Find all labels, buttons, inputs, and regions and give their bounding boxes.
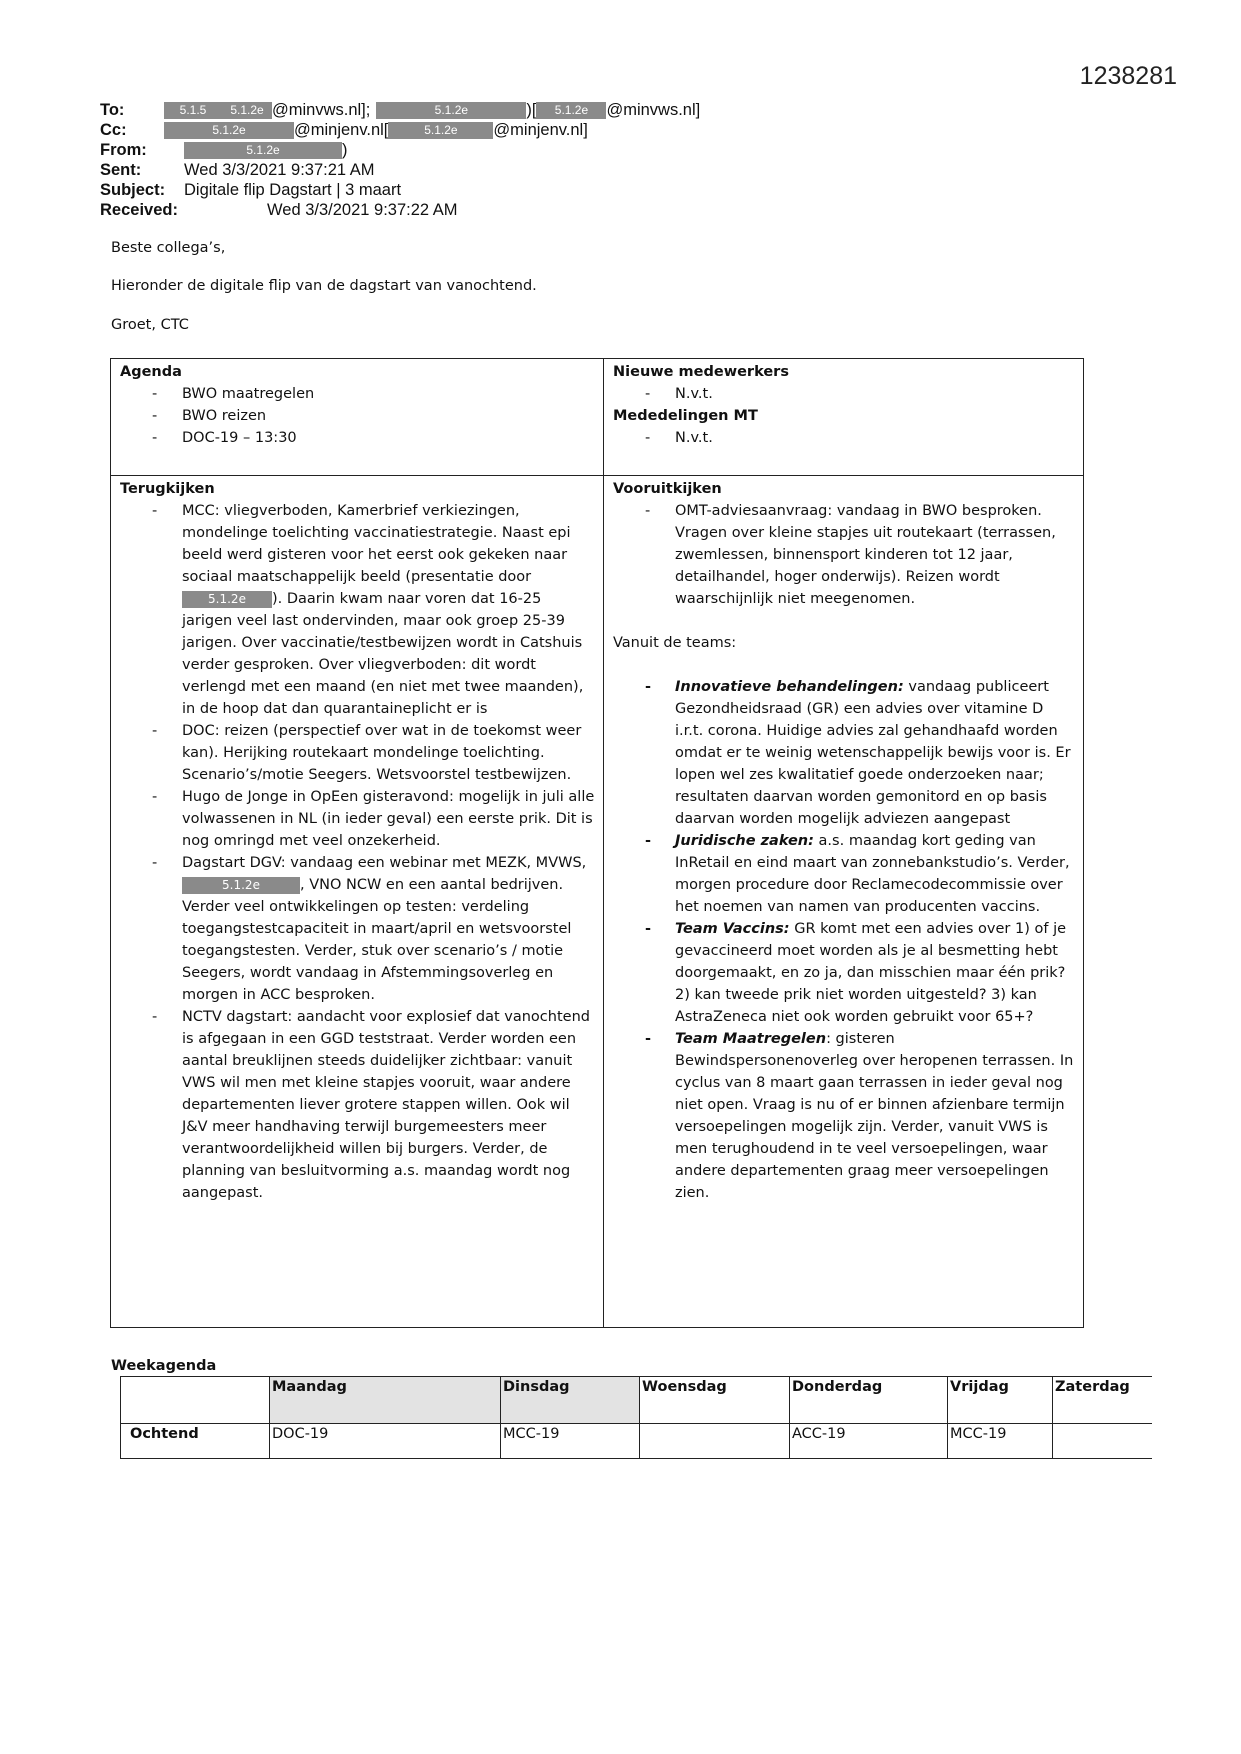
- to-label: To:: [100, 101, 125, 119]
- list-item: - DOC-19 – 13:30: [152, 427, 595, 449]
- agenda-list: [120, 383, 595, 449]
- cc-label: Cc:: [100, 121, 127, 139]
- weekagenda-cell: DOC-19: [270, 1424, 501, 1459]
- weekagenda-cell: [1053, 1424, 1153, 1459]
- redaction-block: 5.1.2e: [388, 122, 493, 139]
- received-label: Received:: [100, 201, 178, 219]
- subject-label: Subject:: [100, 181, 166, 199]
- look-ahead-cell: [604, 476, 1084, 1328]
- list-item: - Dagstart DGV: vandaag een webinar met MEZK, MVWS, 5.1.2e , VNO NCW en een aantal bedrijven. Verder veel ontwikkelingen op testen: verdeling toegangstestcapaciteit in maart/april en wetsvoorstel toegangstesten. Verder, stuk over scenario’s / motie Seegers, wordt vandaag in Afstemmingsoverleg en morgen in ACC besproken.: [152, 852, 595, 1006]
- weekagenda-header: Maandag: [270, 1377, 501, 1424]
- weekagenda-header: Vrijdag: [948, 1377, 1053, 1424]
- cc-domain: @minjenv.nl[: [294, 121, 389, 139]
- look-ahead-list: [613, 500, 1075, 610]
- weekagenda-title: Weekagenda: [111, 1358, 217, 1374]
- weekagenda-header: Woensdag: [640, 1377, 790, 1424]
- weekagenda-header: Zaterdag: [1053, 1377, 1153, 1424]
- document-number: 1238281: [1079, 62, 1177, 90]
- list-item: - Team Vaccins: GR komt met een advies over 1) of je gevaccineerd moet worden als je al besmetting hebt doorgemaakt, en zo ja, dan misschien maar één prik? 2) kan tweede prik niet worden uitgesteld? 3) kan AstraZeneca niet ook worden gebruikt voor 65+?: [645, 918, 1075, 1028]
- list-item: - MCC: vliegverboden, Kamerbrief verkiezingen, mondelinge toelichting vaccinatiestrategie. Naast epi beeld werd gisteren voor het eerst ook gekeken naar sociaal maatschappelijk beeld (presentatie door 5.1.2e ). Daarin kwam naar voren dat 16-25 jarigen veel last ondervinden, maar ook groep 25-39 jarigen. Over vaccinatie/testbewijzen wordt in Catshuis verder gesproken. Over vliegverboden: dit wordt verlengd met een maand (en niet met twee maanden), in de hoop dat dan quarantaineplicht er is: [152, 500, 595, 720]
- list-item: - NCTV dagstart: aandacht voor explosief dat vanochtend is afgegaan in een GGD teststraat. Verder worden een aantal breuklijnen steeds duidelijker zichtbaar: vanuit VWS wil men met kleine stapjes vooruit, waar andere departementen liever grotere stappen willen. Ook wil J&V meer handhaving terwijl burgemeesters meer verantwoordelijkheid willen bij burgers. Verder, de planning van besluitvorming a.s. maandag wordt nog aangepast.: [152, 1006, 595, 1204]
- weekagenda-row-label: Ochtend: [121, 1424, 270, 1459]
- teams-intro: Vanuit de teams:: [613, 635, 737, 651]
- list-item: - Team Maatregelen: gisteren Bewindspersonenoverleg over heropenen terrassen. In cyclus van 8 maart gaan terrassen in ieder geval nog niet open. Vraag is nu of er binnen afzienbare termijn versoepelingen mogelijk zijn. Verder, vanuit VWS is men terughoudend in te veel versoepelingen, waar andere departementen graag meer versoepelingen zien.: [645, 1028, 1075, 1204]
- weekagenda-cell: MCC-19: [948, 1424, 1053, 1459]
- weekagenda-cell: ACC-19: [790, 1424, 948, 1459]
- redaction-block: 5.1.2e: [184, 142, 342, 159]
- look-back-title: Terugkijken: [120, 481, 215, 497]
- weekagenda-cell: MCC-19: [501, 1424, 640, 1459]
- weekagenda-header: Donderdag: [790, 1377, 948, 1424]
- list-item: - Innovatieve behandelingen: vandaag publiceert Gezondheidsraad (GR) een advies over vitamine D i.r.t. corona. Huidige advies zal gehandhaafd worden omdat er te weinig wetenschappelijk bewijs voor is. Er lopen wel zes kwalitatief goede onderzoeken naar; resultaten daarvan worden gemonitord en op basis daarvan worden mogelijk adviezen aangepast: [645, 676, 1075, 830]
- new-staff-title: Nieuwe medewerkers: [613, 364, 789, 380]
- redaction-block: 5.1.2e: [536, 102, 606, 119]
- from-label: From:: [100, 141, 147, 159]
- list-item: - OMT-adviesaanvraag: vandaag in BWO besproken. Vragen over kleine stapjes uit routekaart (terrassen, zwemlessen, binnensport kinderen tot 12 jaar, detailhandel, hoger onderwijs). Reizen wordt waarschijnlijk niet meegenomen.: [645, 500, 1075, 610]
- look-back-cell: [111, 476, 604, 1328]
- weekagenda-header: Dinsdag: [501, 1377, 640, 1424]
- list-item: - DOC: reizen (perspectief over wat in de toekomst weer kan). Herijking routekaart mondelinge toelichting. Scenario’s/motie Seegers. Wetsvoorstel testbewijzen.: [152, 720, 595, 786]
- sent-value: Wed 3/3/2021 9:37:21 AM: [184, 161, 375, 179]
- redaction-block: 5.1.2e: [222, 102, 272, 119]
- list-item: - BWO reizen: [152, 405, 595, 427]
- redaction-block: 5.1.2e: [182, 877, 300, 894]
- to-domain: @minvws.nl]: [606, 101, 701, 119]
- to-separator: )[: [526, 101, 537, 119]
- list-item: - BWO maatregelen: [152, 383, 595, 405]
- weekagenda-header: [121, 1377, 270, 1424]
- weekagenda-cell: [640, 1424, 790, 1459]
- list-item: - Juridische zaken: a.s. maandag kort geding van InRetail en eind maart van zonnebankstudio’s. Verder, morgen procedure door Reclamecodecommissie over het noemen van namen van producenten vaccins.: [645, 830, 1075, 918]
- redaction-block: 5.1.2e: [376, 102, 526, 119]
- look-ahead-title: Vooruitkijken: [613, 481, 722, 497]
- mt-announcements-title: Mededelingen MT: [613, 408, 758, 424]
- agenda-cell: [111, 359, 604, 476]
- list-item: - N.v.t.: [645, 427, 1075, 449]
- intro-text: Hieronder de digitale flip van de dagstart van vanochtend.: [111, 278, 537, 294]
- sent-label: Sent:: [100, 161, 142, 179]
- greeting: Beste collega’s,: [111, 240, 226, 256]
- received-value: Wed 3/3/2021 9:37:22 AM: [267, 201, 458, 219]
- list-item: - Hugo de Jonge in OpEen gisteravond: mogelijk in juli alle volwassenen in NL (in ieder geval) een eerste prik. Dit is nog omringd met veel onzekerheid.: [152, 786, 595, 852]
- cc-domain: @minjenv.nl]: [493, 121, 588, 139]
- agenda-title: Agenda: [120, 364, 182, 380]
- subject-value: Digitale flip Dagstart | 3 maart: [184, 181, 402, 199]
- redaction-block: 5.1.5: [164, 102, 222, 119]
- redaction-block: 5.1.2e: [164, 122, 294, 139]
- teams-list: [613, 676, 1075, 1204]
- redaction-block: 5.1.2e: [182, 591, 272, 608]
- signoff: Groet, CTC: [111, 317, 189, 333]
- list-item: - N.v.t.: [645, 383, 1075, 405]
- announcements-cell: [604, 359, 1084, 476]
- flip-table: [110, 358, 1084, 1328]
- to-domain: @minvws.nl];: [272, 101, 371, 119]
- weekagenda-table: [120, 1376, 1152, 1459]
- look-back-list: [120, 500, 595, 1204]
